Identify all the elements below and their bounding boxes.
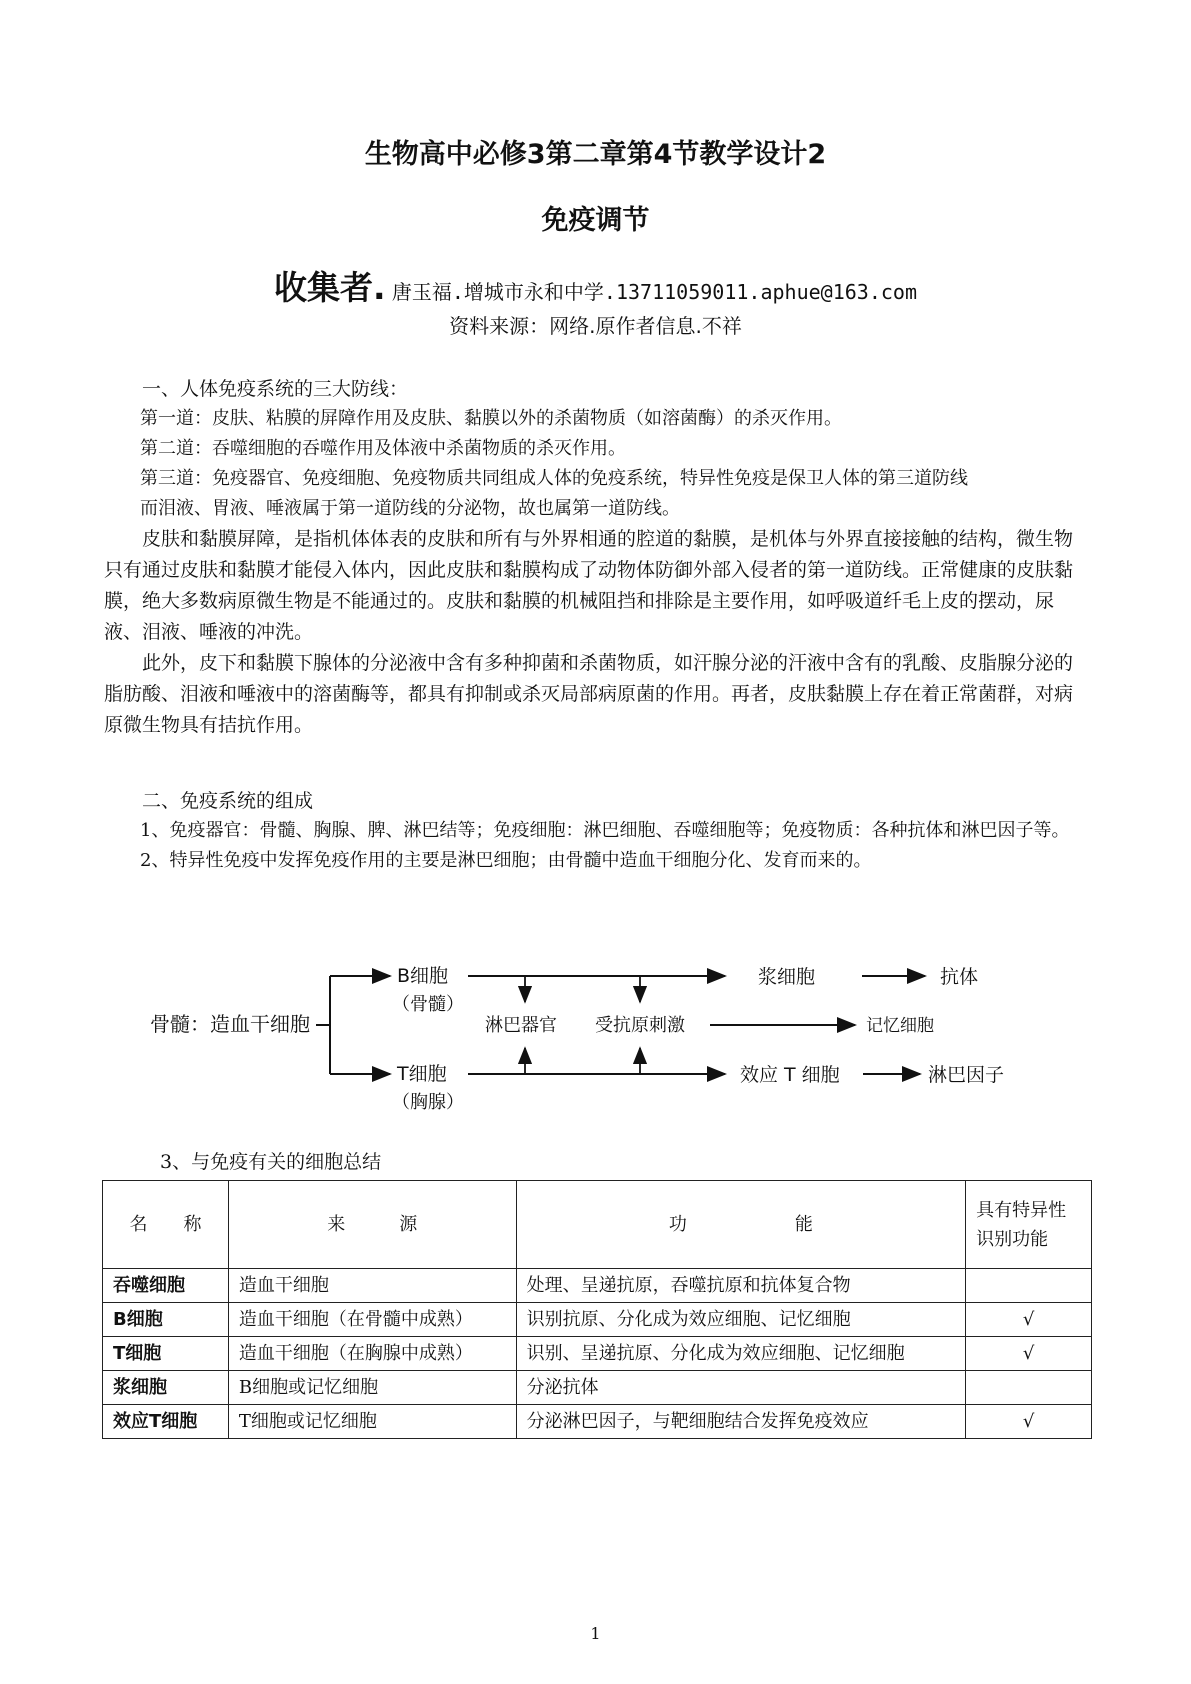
section-immune-system	[104, 786, 1084, 876]
header-specific-recognition: 具有特异性识别功能	[966, 1181, 1092, 1269]
cell-source: T细胞或记忆细胞	[228, 1405, 516, 1439]
paragraph: 1、免疫器官：骨髓、胸腺、脾、淋巴结等；免疫细胞：淋巴细胞、吞噬细胞等；免疫物质：各种抗体和淋巴因子等。	[140, 820, 1070, 841]
b-cell-site: （骨髓）	[392, 994, 464, 1015]
check-mark: √	[966, 1303, 1092, 1337]
effector-t-label: 效应 T 细胞	[740, 1064, 840, 1086]
b-cell-label: B细胞	[397, 965, 449, 987]
cell-function: 识别抗原、分化成为效应细胞、记忆细胞	[516, 1303, 966, 1337]
t-cell-label: T细胞	[397, 1063, 447, 1085]
table-header-row	[103, 1181, 1092, 1269]
cell-source: 造血干细胞（在骨髓中成熟）	[228, 1303, 516, 1337]
plasma-cell-label: 浆细胞	[758, 966, 816, 988]
section-heading: 二、免疫系统的组成	[142, 790, 314, 812]
page-number: 1	[590, 1624, 601, 1643]
cell-name: B细胞	[103, 1303, 229, 1337]
cell-name: T细胞	[103, 1337, 229, 1371]
memory-cell-label: 记忆细胞	[866, 1016, 934, 1036]
table-caption: 3、与免疫有关的细胞总结	[160, 1151, 382, 1173]
cell-mark	[966, 1269, 1092, 1303]
t-cell-site: （胸腺）	[392, 1092, 464, 1113]
immune-cells-table	[102, 1180, 1092, 1439]
table-row	[103, 1405, 1092, 1439]
paragraph: 第二道：吞噬细胞的吞噬作用及体液中杀菌物质的杀灭作用。	[140, 438, 626, 459]
antibody-label: 抗体	[940, 966, 979, 988]
header-function: 功 能	[516, 1181, 966, 1269]
collector-info: 唐玉福.增城市永和中学.13711059011.aphue@163.com	[391, 280, 917, 304]
page-subtitle: 免疫调节	[541, 205, 650, 236]
table-row	[103, 1303, 1092, 1337]
table-row	[103, 1269, 1092, 1303]
paragraph: 第一道：皮肤、粘膜的屏障作用及皮肤、黏膜以外的杀菌物质（如溶菌酶）的杀灭作用。	[140, 408, 842, 429]
header-source: 来 源	[228, 1181, 516, 1269]
cell-source: B细胞或记忆细胞	[228, 1371, 516, 1405]
cell-name: 浆细胞	[103, 1371, 229, 1405]
section-defense-lines	[104, 374, 1084, 741]
paragraph: 而泪液、胃液、唾液属于第一道防线的分泌物，故也属第一道防线。	[140, 498, 680, 519]
cell-function: 分泌抗体	[516, 1371, 966, 1405]
check-mark: √	[966, 1337, 1092, 1371]
paragraph: 2、特异性免疫中发挥免疫作用的主要是淋巴细胞；由骨髓中造血干细胞分化、发育而来的。	[140, 850, 872, 871]
cell-name: 效应T细胞	[103, 1405, 229, 1439]
cell-source: 造血干细胞（在胸腺中成熟）	[228, 1337, 516, 1371]
cell-function: 识别、呈递抗原、分化成为效应细胞、记忆细胞	[516, 1337, 966, 1371]
table-row	[103, 1337, 1092, 1371]
header-name: 名 称	[103, 1181, 229, 1269]
collector-label: 收集者.	[273, 268, 386, 307]
paragraph: 第三道：免疫器官、免疫细胞、免疫物质共同组成人体的免疫系统，特异性免疫是保卫人体的第三道防线	[140, 468, 968, 489]
lymphokine-label: 淋巴因子	[928, 1064, 1005, 1086]
cell-mark	[966, 1371, 1092, 1405]
section-heading: 一、人体免疫系统的三大防线：	[142, 378, 409, 400]
cell-function: 分泌淋巴因子，与靶细胞结合发挥免疫效应	[516, 1405, 966, 1439]
cell-source: 造血干细胞	[228, 1269, 516, 1303]
antigen-stim-label: 受抗原刺激	[595, 1015, 685, 1036]
cell-name: 吞噬细胞	[103, 1269, 229, 1303]
cell-function: 处理、呈递抗原，吞噬抗原和抗体复合物	[516, 1269, 966, 1303]
origin-label: 骨髓：造血干细胞	[150, 1012, 310, 1036]
paragraph: 此外，皮下和黏膜下腺体的分泌液中含有多种抑菌和杀菌物质，如汗腺分泌的汗液中含有的乳酸、皮脂腺分泌的脂肪酸、泪液和唾液中的溶菌酶等，都具有抑制或杀灭局部病原菌的作用。再者，皮肤黏膜上存在着正常菌群，对病原微生物具有拮抗作用。	[104, 652, 1074, 736]
page-title: 生物高中必修3第二章第4节教学设计2	[364, 139, 827, 170]
lymphocyte-flow-diagram	[150, 950, 1100, 1120]
lymph-organ-label: 淋巴器官	[485, 1015, 557, 1036]
source-line: 资料来源：网络.原作者信息.不祥	[449, 314, 742, 338]
check-mark: √	[966, 1405, 1092, 1439]
collector-line	[0, 262, 1191, 309]
table-row	[103, 1371, 1092, 1405]
paragraph: 皮肤和黏膜屏障，是指机体体表的皮肤和所有与外界相通的腔道的黏膜，是机体与外界直接接触的结构，微生物只有通过皮肤和黏膜才能侵入体内，因此皮肤和黏膜构成了动物体防御外部入侵者的第一道防线。正常健康的皮肤黏膜，绝大多数病原微生物是不能通过的。皮肤和黏膜的机械阻挡和排除是主要作用，如呼吸道纤毛上皮的摆动，尿液、泪液、唾液的冲洗。	[104, 528, 1074, 643]
